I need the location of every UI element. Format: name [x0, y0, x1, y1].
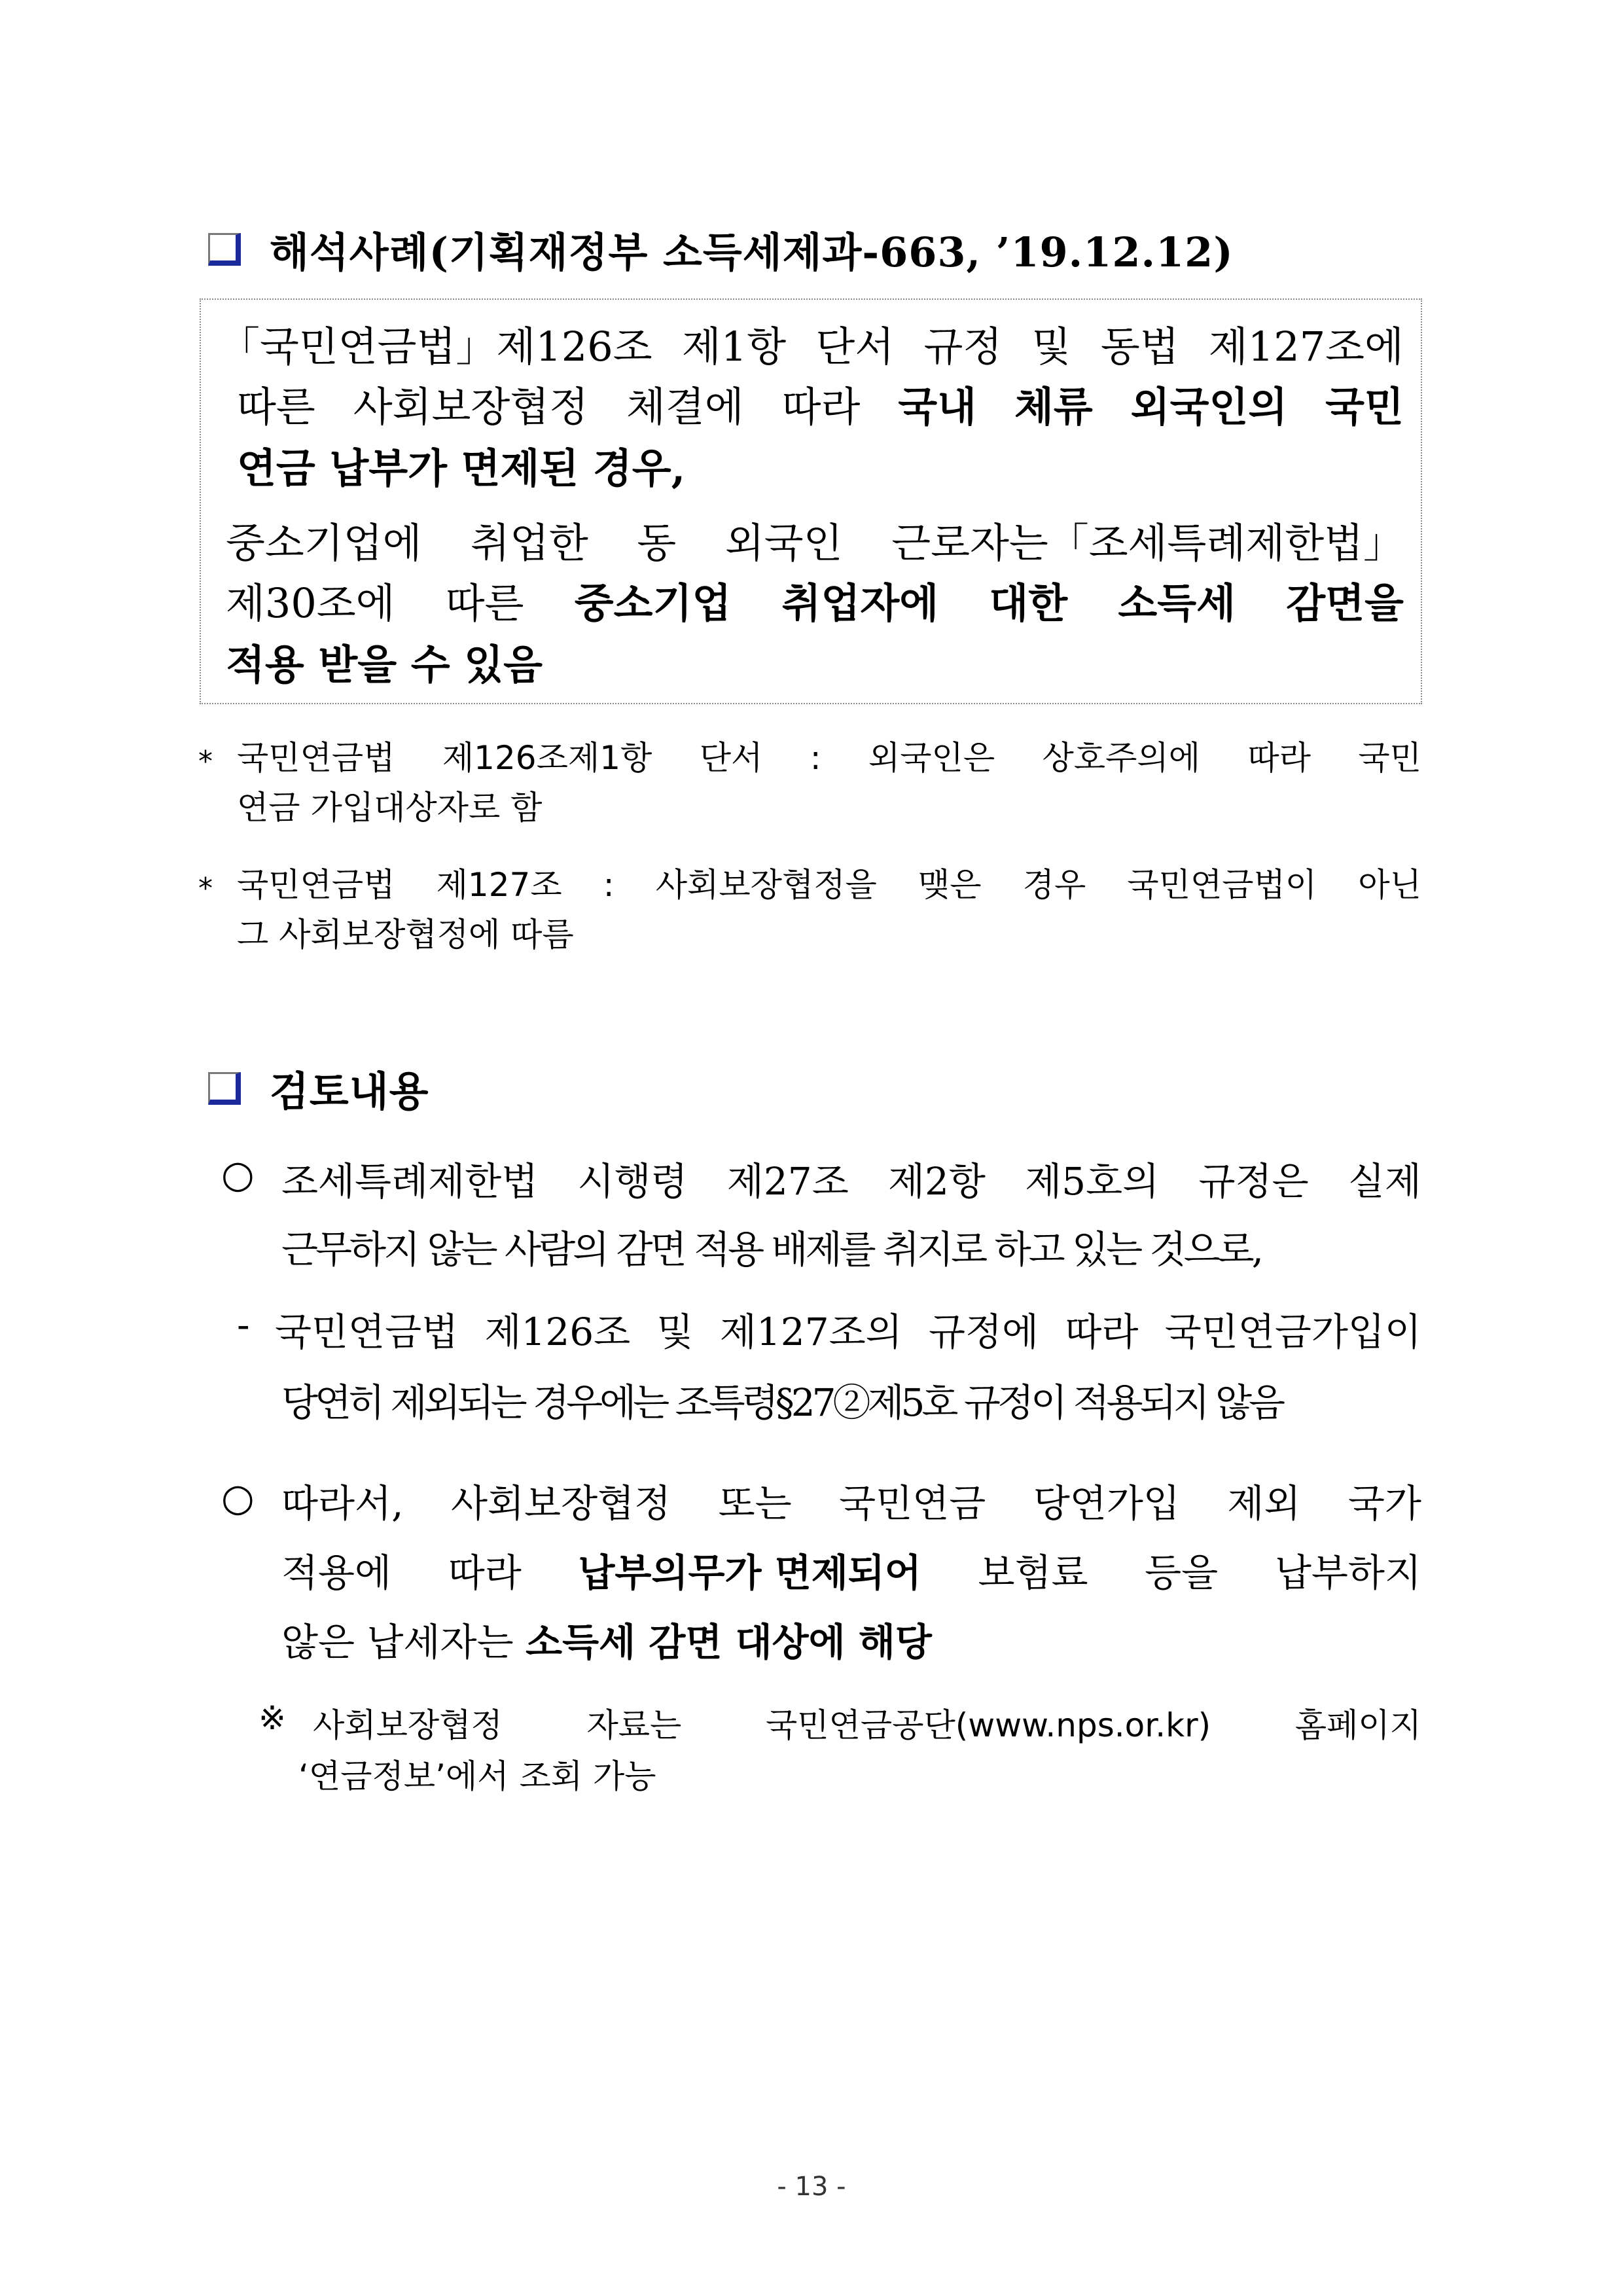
- section-heading-review: [208, 1059, 429, 1117]
- box-line-5: [226, 571, 1404, 629]
- bullet-2-line-2: [281, 1542, 1421, 1597]
- checkbox-square-icon: [208, 233, 241, 266]
- text: 제127조의: [719, 1310, 902, 1354]
- bold-text: 국내: [898, 383, 977, 431]
- text: 홈페이지: [1294, 1706, 1421, 1744]
- text: 국민연금법: [237, 866, 395, 904]
- bold-text: 외국인의: [1130, 383, 1288, 431]
- text: 실제: [1347, 1159, 1421, 1204]
- text: 취업한: [471, 519, 588, 567]
- text: 제127조: [436, 866, 562, 904]
- reference-line-1: [313, 1699, 1421, 1746]
- text: 시행령: [577, 1159, 688, 1204]
- page-number: - 13 -: [777, 2172, 846, 2202]
- bold-text: 소득세: [1118, 579, 1236, 627]
- circle-bullet-icon: ○: [221, 1475, 255, 1520]
- bold-text: 연금 납부가 면제된 경우,: [237, 444, 686, 492]
- dash-1-line-2: [281, 1372, 1282, 1427]
- text: 동법: [1100, 323, 1179, 370]
- bold-text: 중소기업: [574, 579, 732, 627]
- text: 제1항: [681, 323, 787, 370]
- box-line-3: [237, 436, 685, 494]
- text: 제외: [1227, 1481, 1301, 1526]
- note-1-line-1: [237, 732, 1421, 779]
- text: 국민연금: [839, 1481, 986, 1526]
- note-marker: *: [198, 872, 213, 905]
- text: 국민연금공단(www.nps.or.kr): [766, 1706, 1211, 1744]
- bold-text: 국민: [1325, 383, 1404, 431]
- bold-text: 취업자에: [781, 579, 939, 627]
- bold-text: 감면을: [1286, 579, 1404, 627]
- section-title: 해석사례(기획재정부 소득세제과-663, ’19.12.12): [270, 228, 1234, 276]
- text: 사회보장협정: [451, 1481, 671, 1526]
- section-heading-case: [208, 220, 1234, 278]
- bullet-1-line-2: [281, 1219, 1261, 1274]
- text: 단서: [815, 323, 895, 370]
- box-line-6: [226, 632, 543, 691]
- text: ‘연금정보’에서 조회 가능: [298, 1757, 656, 1795]
- text: 않은 납세자는: [281, 1620, 526, 1664]
- text: 조세특례제한법: [281, 1159, 539, 1204]
- text: 아닌: [1358, 866, 1421, 904]
- text: 국민연금가입이: [1164, 1310, 1421, 1354]
- text: 사회보장협정: [353, 383, 589, 431]
- text: 맺은: [918, 866, 982, 904]
- text: 보험료: [978, 1551, 1088, 1595]
- bullet-2-line-3: [281, 1611, 932, 1666]
- text: 따라: [1247, 739, 1311, 777]
- box-line-4: [226, 511, 1404, 569]
- text: 사회보장협정: [313, 1706, 503, 1744]
- text: 제126조: [484, 1310, 631, 1354]
- text: 제2항: [888, 1159, 986, 1204]
- text: 제30조에: [226, 579, 395, 627]
- text: 중소기업에: [226, 519, 422, 567]
- note-marker: *: [198, 745, 213, 778]
- text: 규정에: [928, 1310, 1039, 1354]
- bullet-2-line-1: [281, 1473, 1421, 1528]
- text: 또는: [718, 1481, 792, 1526]
- text: 그 사회보장협정에 따름: [237, 916, 574, 954]
- text: 제5호의: [1025, 1159, 1160, 1204]
- text: 당연가입: [1033, 1481, 1180, 1526]
- dash-marker: -: [237, 1302, 250, 1347]
- text: 국민연금법이: [1127, 866, 1317, 904]
- text: 규정은: [1198, 1159, 1309, 1204]
- text: 경우: [1022, 866, 1086, 904]
- text: 국가: [1347, 1481, 1421, 1526]
- text: 국민연금법: [237, 739, 395, 777]
- text: 및: [656, 1310, 694, 1354]
- text: 적용에: [281, 1551, 392, 1595]
- reference-mark-icon: ※: [259, 1699, 286, 1737]
- checkbox-square-icon: [208, 1072, 241, 1105]
- text: 따라: [448, 1551, 522, 1595]
- box-line-1: [219, 314, 1404, 372]
- text: 국민연금법: [275, 1310, 459, 1354]
- text: 납부하지: [1274, 1551, 1421, 1595]
- bold-text: 대한: [989, 579, 1068, 627]
- text: 제27조: [726, 1159, 849, 1204]
- text: 제127조에: [1208, 323, 1404, 370]
- text: 외국인: [724, 519, 843, 567]
- text: 및: [1031, 323, 1071, 370]
- text: 따라서,: [281, 1481, 404, 1526]
- text: 사회보장협정을: [655, 866, 877, 904]
- bold-text: 납부의무가 면제되어: [578, 1551, 921, 1595]
- text: 동: [637, 519, 677, 567]
- text: 근로자는「조세특례제한법」: [891, 519, 1404, 567]
- text: 상호주의에: [1042, 739, 1200, 777]
- text: 연금 가입대상자로 함: [237, 789, 543, 827]
- text: 단서: [699, 739, 763, 777]
- text: 「국민연금법」제126조: [219, 323, 652, 370]
- text: 규정: [923, 323, 1003, 370]
- text: 따른: [237, 383, 315, 431]
- text: :: [810, 739, 821, 777]
- text: 체결에: [626, 383, 744, 431]
- circle-bullet-icon: ○: [221, 1152, 255, 1196]
- text: 따른: [445, 579, 524, 627]
- text: 따라: [781, 383, 861, 431]
- reference-line-2: [298, 1750, 656, 1797]
- text: :: [603, 866, 615, 904]
- bold-text: 체류: [1014, 383, 1093, 431]
- text: 따라: [1065, 1310, 1139, 1354]
- text: 자료는: [586, 1706, 682, 1744]
- bold-text: 소득세 감면 대상에 해당: [526, 1620, 932, 1664]
- text: 근무하지 않는 사람의 감면 적용 배제를 취지로 하고 있는 것으로,: [281, 1227, 1262, 1272]
- section-title: 검토내용: [270, 1067, 429, 1115]
- dash-1-line-1: [275, 1301, 1421, 1356]
- text: 국민: [1358, 739, 1421, 777]
- note-2-line-2: [237, 908, 574, 956]
- bullet-1-line-1: [281, 1151, 1421, 1206]
- note-2-line-1: [237, 859, 1421, 906]
- box-line-2: [237, 374, 1404, 433]
- text: 등을: [1145, 1551, 1219, 1595]
- text: 당연히 제외되는 경우에는 조특령§27②제5호 규정이 적용되지 않음: [281, 1380, 1283, 1425]
- text: 외국인은: [868, 739, 995, 777]
- bold-text: 적용 받을 수 있음: [226, 641, 543, 689]
- text: 제126조제1항: [442, 739, 652, 777]
- note-1-line-2: [237, 781, 543, 829]
